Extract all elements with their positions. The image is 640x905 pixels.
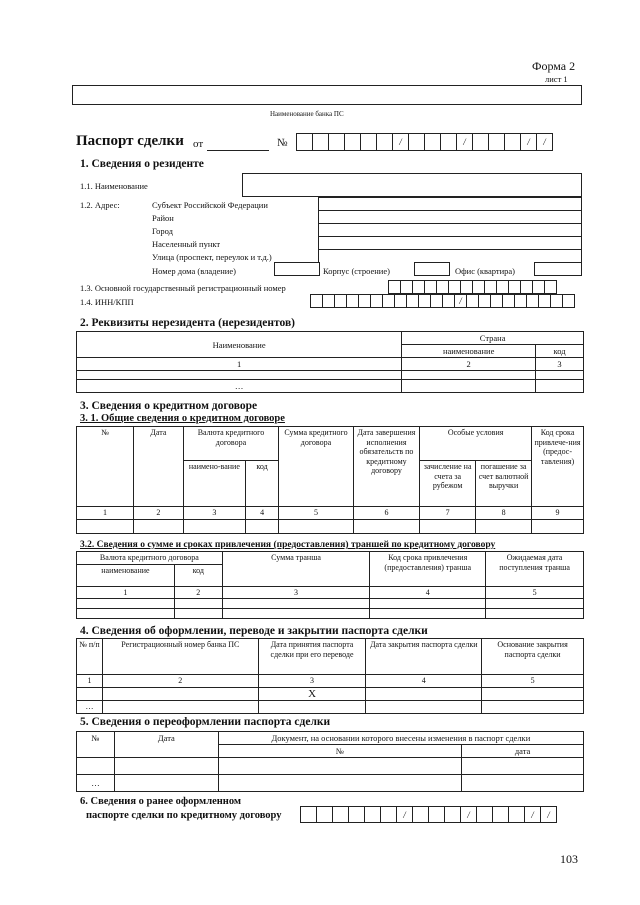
reissue-table bbox=[76, 731, 584, 792]
h-doc-date: дата bbox=[462, 745, 584, 758]
num-cell: 2 bbox=[134, 507, 184, 520]
slash-1: / bbox=[396, 806, 413, 823]
slash-3: / bbox=[520, 133, 537, 151]
num-cell: 4 bbox=[366, 675, 482, 688]
slash-2: / bbox=[456, 133, 473, 151]
tranche-table bbox=[76, 551, 584, 619]
h-sp1: зачисление на счета за рубежом bbox=[420, 461, 476, 507]
num-cell: 3 bbox=[536, 358, 584, 371]
num-cell: 2 bbox=[402, 358, 536, 371]
section6-heading-1: 6. Сведения о ранее оформленном bbox=[80, 796, 242, 807]
form-label: Форма 2 bbox=[532, 59, 576, 73]
num-cell: 5 bbox=[486, 586, 584, 599]
slash-2: / bbox=[460, 806, 477, 823]
col-country-name-header: наименование bbox=[402, 345, 536, 358]
address-row-locality: Населенный пункт bbox=[152, 239, 221, 249]
t2-code: код bbox=[174, 564, 222, 586]
t2-expected: Ожидаемая дата поступления транша bbox=[486, 552, 584, 587]
table-row[interactable] bbox=[77, 609, 584, 619]
num-cell: 1 bbox=[77, 507, 134, 520]
table-row[interactable] bbox=[77, 775, 584, 792]
num-cell: 3 bbox=[258, 675, 366, 688]
section3-1-heading: 3. 1. Общие сведения о кредитном договоре bbox=[80, 413, 285, 424]
num-cell: 3 bbox=[222, 586, 370, 599]
h-reg: Регистрационный номер банка ПС bbox=[102, 639, 258, 675]
nonresident-table bbox=[76, 331, 584, 393]
num-cell: 1 bbox=[77, 358, 402, 371]
h-no: № bbox=[77, 732, 115, 758]
num-cell: 8 bbox=[476, 507, 532, 520]
bank-name-caption: Наименование банка ПС bbox=[270, 110, 344, 118]
slash-4: / bbox=[540, 806, 557, 823]
name-label: 1.1. Наименование bbox=[80, 181, 148, 191]
table-row[interactable] bbox=[77, 599, 584, 609]
building-field[interactable] bbox=[414, 262, 450, 276]
h-date: Дата bbox=[134, 427, 184, 507]
h-basis: Основание закрытия паспорта сделки bbox=[482, 639, 584, 675]
passport-date-field[interactable] bbox=[207, 138, 269, 151]
registration-table bbox=[76, 638, 584, 714]
num-cell: 5 bbox=[482, 675, 584, 688]
passport-title: Паспорт сделки bbox=[76, 133, 184, 149]
section3-2-heading: 3.2. Сведения о сумме и сроках привлечения (предоставления) траншей по кредитному договору bbox=[80, 540, 496, 550]
address-row-street: Улица (проспект, переулок и т.д.) bbox=[152, 252, 272, 262]
num-cell: 4 bbox=[245, 507, 278, 520]
house-label: Номер дома (владение) bbox=[152, 266, 236, 276]
num-cell: 1 bbox=[77, 675, 103, 688]
ellipsis-cell: … bbox=[77, 701, 103, 714]
num-cell: 9 bbox=[532, 507, 584, 520]
h-doc: Документ, на основании которого внесены изменения в паспорт сделки bbox=[218, 732, 583, 745]
num-cell: 5 bbox=[279, 507, 354, 520]
num-cell: 2 bbox=[174, 586, 222, 599]
col-code-header: код bbox=[536, 345, 584, 358]
h-doc-no: № bbox=[218, 745, 461, 758]
section3-heading: 3. Сведения о кредитном договоре bbox=[80, 400, 258, 412]
col-name-header: Наименование bbox=[77, 332, 402, 358]
inn-kpp-cells[interactable] bbox=[311, 294, 575, 308]
slash-1: / bbox=[392, 133, 409, 151]
h-term: Код срока привлече-ния (предос-тавления) bbox=[532, 427, 584, 507]
section4-heading: 4. Сведения об оформлении, переводе и закрытии паспорта сделки bbox=[80, 625, 428, 637]
bank-name-field[interactable] bbox=[72, 85, 582, 105]
table-row[interactable] bbox=[77, 519, 584, 533]
h-accept: Дата принятия паспорта сделки при его переводе bbox=[258, 639, 366, 675]
office-label: Офис (квартира) bbox=[455, 266, 515, 276]
ellipsis-cell: … bbox=[77, 775, 115, 792]
address-label: 1.2. Адрес: bbox=[80, 200, 120, 210]
office-field[interactable] bbox=[534, 262, 582, 276]
num-cell: 1 bbox=[77, 586, 175, 599]
num-cell: 6 bbox=[353, 507, 419, 520]
ellipsis-cell: … bbox=[77, 380, 402, 393]
number-sign: № bbox=[277, 137, 288, 149]
t2-name: наименование bbox=[77, 564, 175, 586]
slash-3: / bbox=[524, 806, 541, 823]
ogrn-cells[interactable] bbox=[389, 280, 557, 294]
h-no: № bbox=[77, 427, 134, 507]
table-row[interactable] bbox=[77, 701, 584, 714]
h-cur-code: код bbox=[245, 461, 278, 507]
from-label: от bbox=[193, 138, 204, 150]
passport-number-cells[interactable] bbox=[297, 133, 553, 151]
num-cell: 7 bbox=[420, 507, 476, 520]
col-country-header: Страна bbox=[402, 332, 584, 345]
credit-general-table bbox=[76, 426, 584, 534]
inn-slash: / bbox=[454, 294, 467, 308]
t2-term: Код срока привлечения (предоставления) транша bbox=[370, 552, 486, 587]
h-currency: Валюта кредитного договора bbox=[183, 427, 278, 461]
num-cell: 4 bbox=[370, 586, 486, 599]
h-cur-name: наимено-вание bbox=[183, 461, 245, 507]
table-row[interactable] bbox=[77, 371, 584, 380]
inn-label: 1.4. ИНН/КПП bbox=[80, 297, 134, 307]
sheet-label: лист 1 bbox=[545, 74, 568, 84]
section1-heading: 1. Сведения о резиденте bbox=[80, 158, 204, 170]
table-row[interactable] bbox=[77, 380, 584, 393]
h-sp2: погашение за счет валютной выручки bbox=[476, 461, 532, 507]
house-field[interactable] bbox=[274, 262, 320, 276]
slash-4: / bbox=[536, 133, 553, 151]
section5-heading: 5. Сведения о переоформлении паспорта сделки bbox=[80, 716, 331, 728]
h-close: Дата закрытия паспорта сделки bbox=[366, 639, 482, 675]
section6-heading-2: паспорте сделки по кредитному договору bbox=[86, 810, 282, 821]
t2-currency: Валюта кредитного договора bbox=[77, 552, 223, 565]
h-special: Особые условия bbox=[420, 427, 532, 461]
page-number: 103 bbox=[560, 852, 578, 866]
h-end-date: Дата завершения исполнения обязательств по кредитному договору bbox=[353, 427, 419, 507]
x-mark: Х bbox=[258, 688, 366, 701]
resident-name-field[interactable] bbox=[242, 173, 582, 197]
table-row[interactable] bbox=[77, 758, 584, 775]
building-label: Корпус (строение) bbox=[323, 266, 390, 276]
address-row-district: Район bbox=[152, 213, 174, 223]
address-row-city: Город bbox=[152, 226, 173, 236]
h-no: № п/п bbox=[77, 639, 103, 675]
section2-heading: 2. Реквизиты нерезидента (нерезидентов) bbox=[80, 317, 295, 329]
ogrn-label: 1.3. Основной государственный регистрационный номер bbox=[80, 283, 286, 293]
num-cell: 3 bbox=[183, 507, 245, 520]
previous-passport-cells[interactable] bbox=[301, 806, 557, 823]
num-cell: 2 bbox=[102, 675, 258, 688]
t2-sum: Сумма транша bbox=[222, 552, 370, 587]
h-date: Дата bbox=[114, 732, 218, 758]
address-row-subject: Субъект Российской Федерации bbox=[152, 200, 268, 210]
table-row[interactable] bbox=[77, 688, 584, 701]
h-sum: Сумма кредитного договора bbox=[279, 427, 354, 507]
